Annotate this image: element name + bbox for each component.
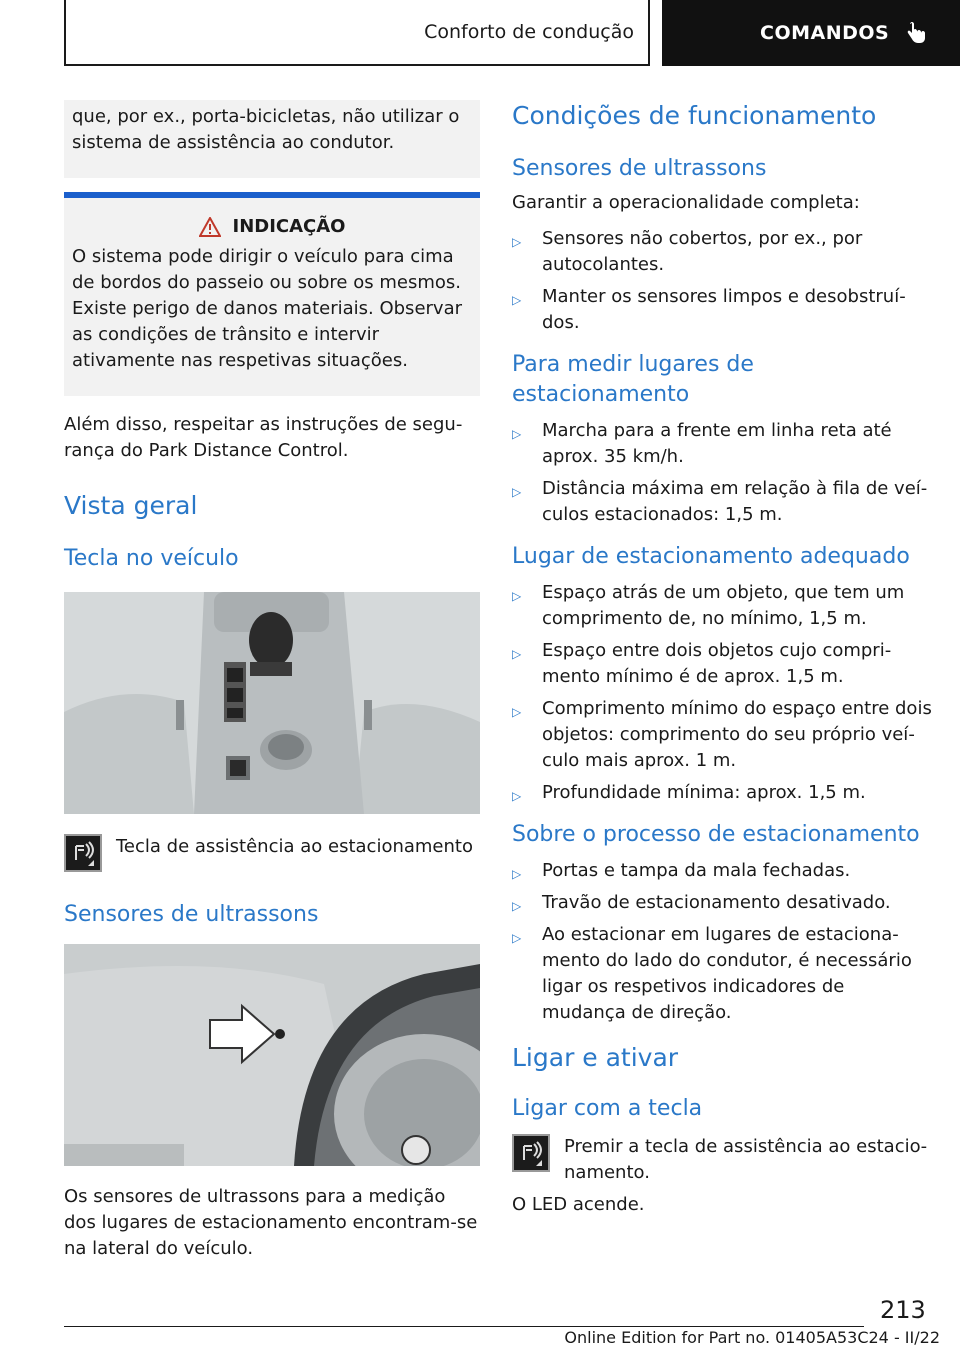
activate-heading: Ligar e ativar [512,1043,679,1072]
list-item: ▷ Comprimento mínimo do espaço entre dois objetos: comprimento do seu próprio veículo mais aprox. 1 m. [512,698,932,771]
parking-assist-icon [64,834,102,872]
bullet-triangle-icon: ▷ [512,647,522,661]
list-item: ▷ Portas e tampa da mala fechadas. [512,858,932,884]
center-console-illustration [64,592,480,814]
list-item: ▷ Manter os sensores limpos e desobstruídos. [512,286,906,333]
chapter-title: COMANDOS [760,22,890,44]
overview-heading: Vista geral [64,491,198,520]
button-heading: Tecla no veículo [64,546,239,571]
warning-triangle-icon [199,217,221,237]
right-column [512,100,932,1218]
bullet-triangle-icon: ▷ [512,899,522,913]
process-list [512,858,932,1026]
measure-list [512,418,932,528]
warning-title: INDICAÇÃO [232,216,346,237]
chapter-tab [662,0,960,66]
key-instruction-text: Premir a tecla de assistência ao estacionamento. [564,1136,928,1183]
list-item: ▷ Marcha para a frente em linha reta até aprox. 35 km/h. [512,420,892,467]
suitable-space-heading: Lugar de estacionamento adequado [512,544,910,569]
led-text: O LED acende. [512,1194,645,1215]
list-item: ▷ Travão de estacionamento desativado. [512,890,932,916]
conditions-heading: Condições de funcionamento [512,101,877,130]
section-tab [64,0,650,66]
list-item: ▷ Espaço entre dois objetos cujo comprimento mínimo é de aprox. 1,5 m. [512,640,892,687]
list-item: ▷ Profundidade mínima: aprox. 1,5 m. [512,780,932,806]
warning-header [72,214,472,240]
list-item: ▷ Sensores não cobertos, por ex., por autocolantes. [512,228,863,275]
section-title: Conforto de condução [424,21,634,43]
sensors-description: Os sensores de ultrassons para a medição dos lugares de estacionamento encontram-se na lateral do veículo. [64,1186,478,1259]
warning-box [64,192,480,396]
key-instruction [512,1134,932,1186]
bullet-triangle-icon: ▷ [512,235,522,249]
console-photo [64,592,480,814]
ultrasonic-heading: Sensores de ultrassons [512,156,767,181]
hand-pointer-icon [903,21,927,45]
left-column [64,100,480,1262]
bullet-triangle-icon: ▷ [512,427,522,441]
bullet-triangle-icon: ▷ [512,931,522,945]
bullet-triangle-icon: ▷ [512,789,522,803]
warning-text: O sistema pode dirigir o veículo para cima de bordos do passeio ou sobre os mesmos. Existe perigo de danos materiais. Observar as condições de trânsito e intervir ativamente nas respetivas situações. [72,246,462,371]
vehicle-side-illustration [64,944,480,1166]
bullet-triangle-icon: ▷ [512,485,522,499]
key-heading: Ligar com a tecla [512,1096,703,1121]
parking-button-legend [64,834,480,872]
page-number: 213 [880,1296,926,1324]
bullet-triangle-icon: ▷ [512,589,522,603]
bullet-triangle-icon: ▷ [512,867,522,881]
suitable-space-list [512,580,932,806]
list-item: ▷ Espaço atrás de um objeto, que tem um comprimento de, no mínimo, 1,5 m. [512,582,905,629]
footer-divider [64,1326,864,1327]
list-item: ▷ Distância máxima em relação à fila de veículos estacionados: 1,5 m. [512,478,928,525]
parking-assist-icon [512,1134,550,1172]
bullet-triangle-icon: ▷ [512,705,522,719]
continued-note [64,100,480,178]
process-heading: Sobre o processo de estacionamento [512,822,920,847]
list-item: ▷ Ao estacionar em lugares de estacionamento do lado do condutor, é necessário ligar os respetivos indicadores de mudança de direção. [512,924,912,1023]
parking-button-caption: Tecla de assistência ao estacionamento [116,836,473,857]
safety-note: Além disso, respeitar as instruções de segurança do Park Distance Control. [64,414,463,461]
bullet-triangle-icon: ▷ [512,293,522,307]
measure-heading: Para medir lugares de estacionamento [512,352,754,407]
ultrasonic-list [512,226,932,336]
sensors-heading: Sensores de ultrassons [64,902,319,927]
ultrasonic-intro: Garantir a operacionalidade completa: [512,192,860,213]
continued-note-text: que, por ex., porta-bicicletas, não utilizar o sistema de assistência ao condutor. [72,106,460,153]
edition-note: Online Edition for Part no. 01405A53C24 - II/22 [564,1328,940,1347]
sensor-photo [64,944,480,1166]
